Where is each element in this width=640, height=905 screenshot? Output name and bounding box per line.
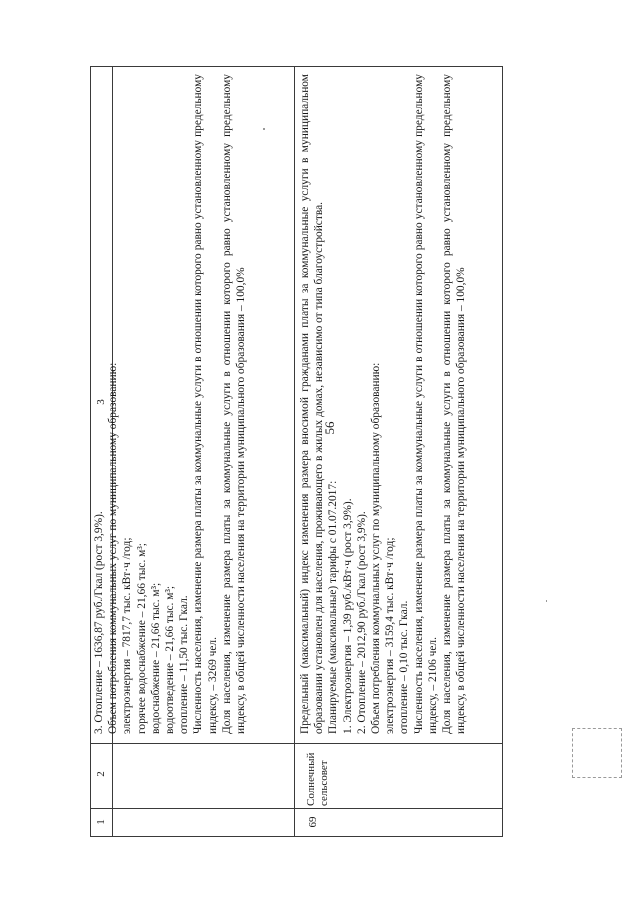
text-line: Доля населения, изменение размера платы за коммунальные услуги в отношении которого равно установленному предельному индексу, в общей численности населения на территории муниципального образования – 100,0% bbox=[220, 74, 248, 734]
text-line: Численность населения, изменение размера платы за коммунальные услуги в отношении которого равно установленному предельному индексу, – 2106 чел. bbox=[412, 74, 439, 734]
tariff-table bbox=[90, 66, 502, 837]
table-border-right bbox=[502, 66, 503, 837]
text-line: горячее водоснабжение – 21,66 тыс. м³; bbox=[135, 543, 148, 734]
text-line: Предельный (максимальный) индекс изменения размера вносимой гражданами платы за коммунальные услуги в муниципальном образовании установлен для населения, проживающего в жилых домах, независимо от типа благоустройства. bbox=[299, 74, 326, 734]
text-line: отопление – 0,10 тыс. Гкал. bbox=[398, 600, 411, 734]
text-line: Планируемые (максимальные) тарифы с 01.07.2017: bbox=[327, 480, 340, 734]
row-divider bbox=[294, 66, 295, 837]
text-line: Численность населения, изменение размера платы за коммунальные услуги в отношении которого равно установленному предельному индексу, – 3269 чел. bbox=[192, 74, 219, 734]
text-line: электроэнергия – 3159,4 тыс. кВт·ч /год; bbox=[384, 537, 397, 734]
text-line: Объем потребления коммунальных услуг по муниципальному образованию: bbox=[107, 362, 120, 734]
scan-speck bbox=[263, 128, 265, 130]
header-col-3: 3 bbox=[95, 399, 107, 405]
text-line: 2. Отопление – 2012,90 руб./Гкал (рост 3,9%). bbox=[355, 511, 368, 734]
table-border-bottom bbox=[90, 836, 503, 837]
text-line: водоснабжение – 21,66 тыс. м³; bbox=[149, 582, 162, 734]
row-description bbox=[298, 74, 498, 734]
table-border-top bbox=[90, 66, 503, 67]
text-line: Доля населения, изменение размера платы за коммунальные услуги в отношении которого равно установленному предельному индексу, в общей численности населения на территории муниципального образования – 100,0% bbox=[441, 74, 468, 734]
scan-speck bbox=[546, 600, 547, 602]
column-divider-2 bbox=[90, 808, 503, 809]
page-number: 56 bbox=[322, 421, 337, 435]
table-border-left bbox=[90, 66, 91, 837]
text-line: электроэнергия – 7817,7 тыс. кВт·ч /год; bbox=[121, 537, 134, 734]
municipality-label: Солнечный сельсовет bbox=[305, 752, 330, 806]
column-divider-3 bbox=[90, 743, 503, 744]
municipality-name bbox=[305, 744, 345, 806]
text-line: 3. Отопление – 1636,87 руб./Гкал (рост 3,9%). bbox=[93, 511, 105, 734]
header-col-2: 2 bbox=[95, 771, 107, 777]
continuation-text bbox=[92, 74, 268, 734]
text-line: водоотведение – 21,66 тыс. м³; bbox=[164, 585, 177, 734]
row-number: 69 bbox=[307, 816, 319, 828]
text-line: отопление – 11,50 тыс. Гкал. bbox=[178, 595, 191, 734]
header-col-1: 1 bbox=[95, 819, 107, 825]
registration-stamp bbox=[572, 728, 622, 778]
text-line: Объем потребления коммунальных услуг по муниципальному образованию: bbox=[370, 362, 383, 734]
text-line: 1. Электроэнергия – 1,39 руб./кВт·ч (рост 3,9%). bbox=[341, 498, 354, 734]
